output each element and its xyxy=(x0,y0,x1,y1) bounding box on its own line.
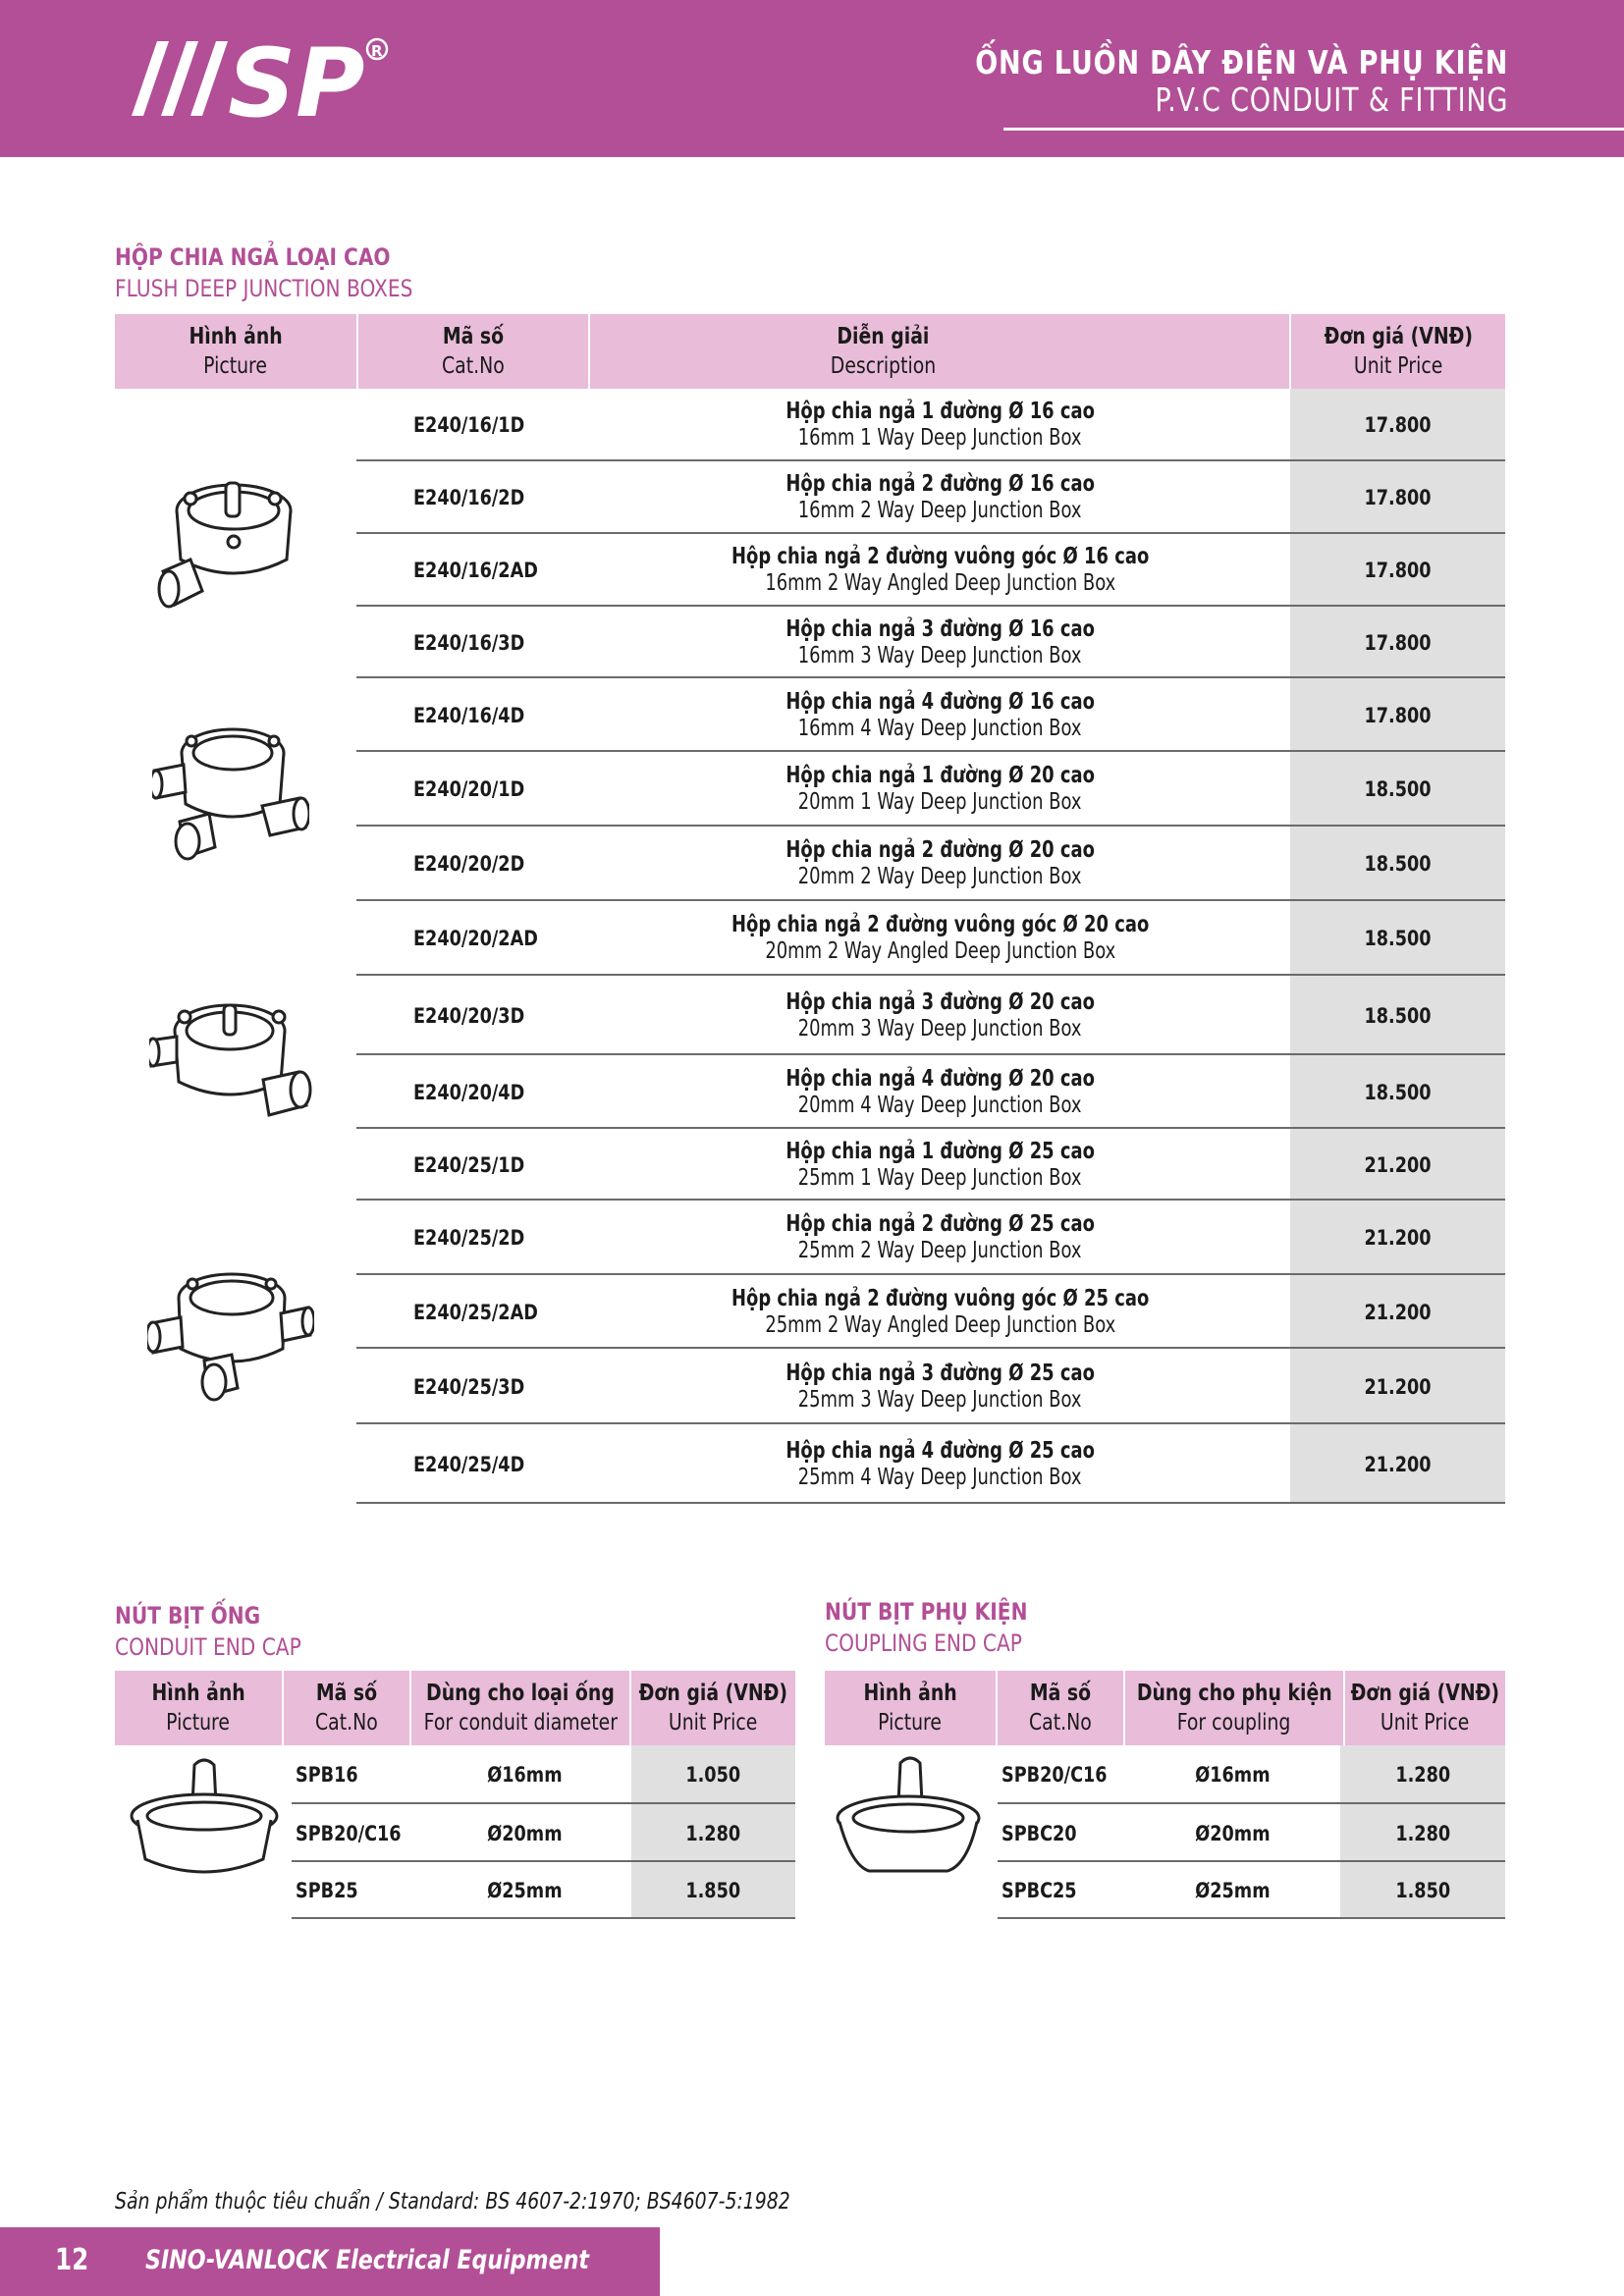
catalog-title xyxy=(858,43,1508,118)
cat-no: E240/16/1D xyxy=(413,413,525,437)
diameter: Ø25mm xyxy=(486,1879,563,1902)
diameter: Ø25mm xyxy=(1195,1879,1271,1902)
junction-row xyxy=(356,1349,1505,1424)
unit-price: 1.280 xyxy=(685,1821,741,1845)
cat-no: E240/20/3D xyxy=(413,1003,525,1028)
cat-no: SPB20/C16 xyxy=(1001,1763,1108,1787)
junction-row xyxy=(356,607,1505,678)
junction-row xyxy=(356,1129,1505,1201)
header-band xyxy=(0,0,1624,157)
cat-no: SPBC25 xyxy=(1001,1879,1077,1902)
cat-no: E240/16/2AD xyxy=(413,559,538,582)
junction-row xyxy=(356,976,1505,1055)
sp-logo xyxy=(110,29,405,128)
description: Hộp chia ngả 1 đường Ø 16 cao 16mm 1 Way Deep Junction Box xyxy=(785,399,1095,451)
diameter: Ø16mm xyxy=(486,1763,563,1787)
cat-no: E240/20/4D xyxy=(413,1080,525,1104)
junction-row xyxy=(356,1201,1505,1275)
col-cat-no: Mã số Cat.No xyxy=(442,324,505,379)
junction-row xyxy=(356,678,1505,752)
junction-box-1way-picture xyxy=(147,461,314,618)
unit-price: 1.050 xyxy=(685,1763,741,1787)
junction-box-4way-picture xyxy=(147,1256,314,1414)
description: Hộp chia ngả 2 đường Ø 16 cao 16mm 2 Way Deep Junction Box xyxy=(785,471,1095,523)
unit-price: 17.800 xyxy=(1364,413,1432,437)
junction-table-header xyxy=(115,314,1505,389)
description: Hộp chia ngả 3 đường Ø 16 cao 16mm 3 Way Deep Junction Box xyxy=(785,615,1095,668)
cat-no: E240/25/2AD xyxy=(413,1300,538,1324)
unit-price: 21.200 xyxy=(1364,1452,1432,1476)
description: Hộp chia ngả 1 đường Ø 25 cao 25mm 1 Way Deep Junction Box xyxy=(785,1138,1095,1191)
coupling_cap-row xyxy=(998,1862,1505,1919)
standard-note: Sản phẩm thuộc tiêu chuẩn / Standard: BS 4607-2:1970; BS4607-5:1982 xyxy=(115,2189,790,2215)
cat-no: E240/25/2D xyxy=(413,1226,525,1250)
svg-text:R: R xyxy=(371,42,383,60)
unit-price: 18.500 xyxy=(1364,777,1432,801)
conduit-end-cap-picture xyxy=(126,1755,283,1902)
svg-text:SP: SP xyxy=(228,29,365,128)
unit-price: 21.200 xyxy=(1364,1152,1432,1177)
unit-price: 18.500 xyxy=(1364,852,1432,876)
description: Hộp chia ngả 2 đường Ø 25 cao 25mm 2 Way Deep Junction Box xyxy=(785,1211,1095,1263)
cat-no: E240/20/1D xyxy=(413,777,525,801)
col-description: Diễn giải Description xyxy=(830,324,936,379)
description: Hộp chia ngả 4 đường Ø 20 cao 20mm 4 Way Deep Junction Box xyxy=(785,1065,1095,1118)
description: Hộp chia ngả 2 đường vuông góc Ø 16 cao 16mm 2 Way Angled Deep Junction Box xyxy=(731,544,1150,596)
conduit-cap-table-header: Hình ảnh Picture Mã số Cat.No Dùng cho loại ống For conduit diameter Đơn giá (VNĐ) Unit Price xyxy=(115,1671,795,1745)
unit-price: 18.500 xyxy=(1364,1080,1432,1104)
description: Hộp chia ngả 2 đường vuông góc Ø 20 cao 20mm 2 Way Angled Deep Junction Box xyxy=(731,912,1150,964)
conduit_cap-row xyxy=(292,1745,795,1804)
unit-price: 1.280 xyxy=(1395,1821,1450,1845)
cat-no: SPB16 xyxy=(296,1763,358,1787)
junction-row xyxy=(356,1055,1505,1129)
unit-price: 17.800 xyxy=(1364,559,1432,582)
unit-price: 17.800 xyxy=(1364,703,1432,727)
junction-row xyxy=(356,752,1505,827)
junction-row xyxy=(356,534,1505,607)
description: Hộp chia ngả 2 đường Ø 20 cao 20mm 2 Way Deep Junction Box xyxy=(785,837,1095,889)
junction-row xyxy=(356,1424,1505,1504)
unit-price: 1.850 xyxy=(1395,1879,1450,1902)
junction-row xyxy=(356,827,1505,901)
unit-price: 1.280 xyxy=(1395,1763,1450,1787)
junction-box-3way-picture xyxy=(152,712,309,869)
description: Hộp chia ngả 4 đường Ø 16 cao 16mm 4 Way Deep Junction Box xyxy=(785,688,1095,741)
cat-no: SPBC20 xyxy=(1001,1821,1077,1845)
unit-price: 17.800 xyxy=(1364,630,1432,655)
unit-price: 18.500 xyxy=(1364,1003,1432,1028)
description: Hộp chia ngả 3 đường Ø 25 cao 25mm 3 Way Deep Junction Box xyxy=(785,1360,1095,1413)
company-name: SINO-VANLOCK Electrical Equipment xyxy=(145,2245,589,2275)
description: Hộp chia ngả 1 đường Ø 20 cao 20mm 1 Way Deep Junction Box xyxy=(785,763,1095,815)
header-rule xyxy=(1003,128,1624,131)
unit-price: 1.850 xyxy=(685,1879,741,1902)
junction-row xyxy=(356,461,1505,534)
cat-no: E240/16/3D xyxy=(413,630,525,655)
unit-price: 18.500 xyxy=(1364,927,1432,950)
cat-no: E240/20/2AD xyxy=(413,927,538,950)
coupling_cap-row xyxy=(998,1745,1505,1804)
cat-no: E240/20/2D xyxy=(413,852,525,876)
cat-no: E240/25/3D xyxy=(413,1374,525,1399)
conduit_cap-row xyxy=(292,1804,795,1862)
diameter: Ø16mm xyxy=(1195,1763,1271,1787)
col-picture: Hình ảnh Picture xyxy=(189,324,283,379)
description: Hộp chia ngả 2 đường vuông góc Ø 25 cao 25mm 2 Way Angled Deep Junction Box xyxy=(731,1285,1150,1338)
unit-price: 17.800 xyxy=(1364,486,1432,509)
coupling_cap-row xyxy=(998,1804,1505,1862)
cat-no: E240/25/4D xyxy=(413,1452,525,1476)
cat-no: E240/25/1D xyxy=(413,1152,525,1177)
junction-row xyxy=(356,901,1505,976)
junction-section-title: HỘP CHIA NGẢ LOẠI CAO FLUSH DEEP JUNCTION BOXES xyxy=(115,243,413,302)
description: Hộp chia ngả 3 đường Ø 20 cao 20mm 3 Way Deep Junction Box xyxy=(785,988,1095,1041)
junction-row xyxy=(356,389,1505,461)
cat-no: SPB20/C16 xyxy=(296,1821,402,1845)
coupling-cap-section-title: NÚT BỊT PHỤ KIỆN COUPLING END CAP xyxy=(825,1598,1028,1657)
cat-no: E240/16/4D xyxy=(413,703,525,727)
col-unit-price: Đơn giá (VNĐ) Unit Price xyxy=(1324,324,1473,379)
catalog-title-vn: ỐNG LUỒN DÂY ĐIỆN VÀ PHỤ KIỆN xyxy=(974,43,1508,81)
footer-band xyxy=(0,2227,660,2296)
diameter: Ø20mm xyxy=(486,1821,563,1845)
catalog-title-en: P.V.C CONDUIT & FITTING xyxy=(1155,80,1508,119)
conduit-cap-section-title: NÚT BỊT ỐNG CONDUIT END CAP xyxy=(115,1602,301,1661)
cat-no: E240/16/2D xyxy=(413,486,525,509)
junction-row xyxy=(356,1275,1505,1349)
coupling-end-cap-picture xyxy=(830,1755,987,1902)
page-number: 12 xyxy=(55,2243,89,2277)
coupling-cap-table-header: Hình ảnh Picture Mã số Cat.No Dùng cho phụ kiện For coupling Đơn giá (VNĐ) Unit Price xyxy=(825,1671,1505,1745)
conduit_cap-row xyxy=(292,1862,795,1919)
diameter: Ø20mm xyxy=(1195,1821,1271,1845)
unit-price: 21.200 xyxy=(1364,1300,1432,1324)
junction-box-2way-picture xyxy=(149,982,316,1129)
unit-price: 21.200 xyxy=(1364,1226,1432,1250)
cat-no: SPB25 xyxy=(296,1879,358,1902)
unit-price: 21.200 xyxy=(1364,1374,1432,1399)
description: Hộp chia ngả 4 đường Ø 25 cao 25mm 4 Way Deep Junction Box xyxy=(785,1437,1095,1490)
